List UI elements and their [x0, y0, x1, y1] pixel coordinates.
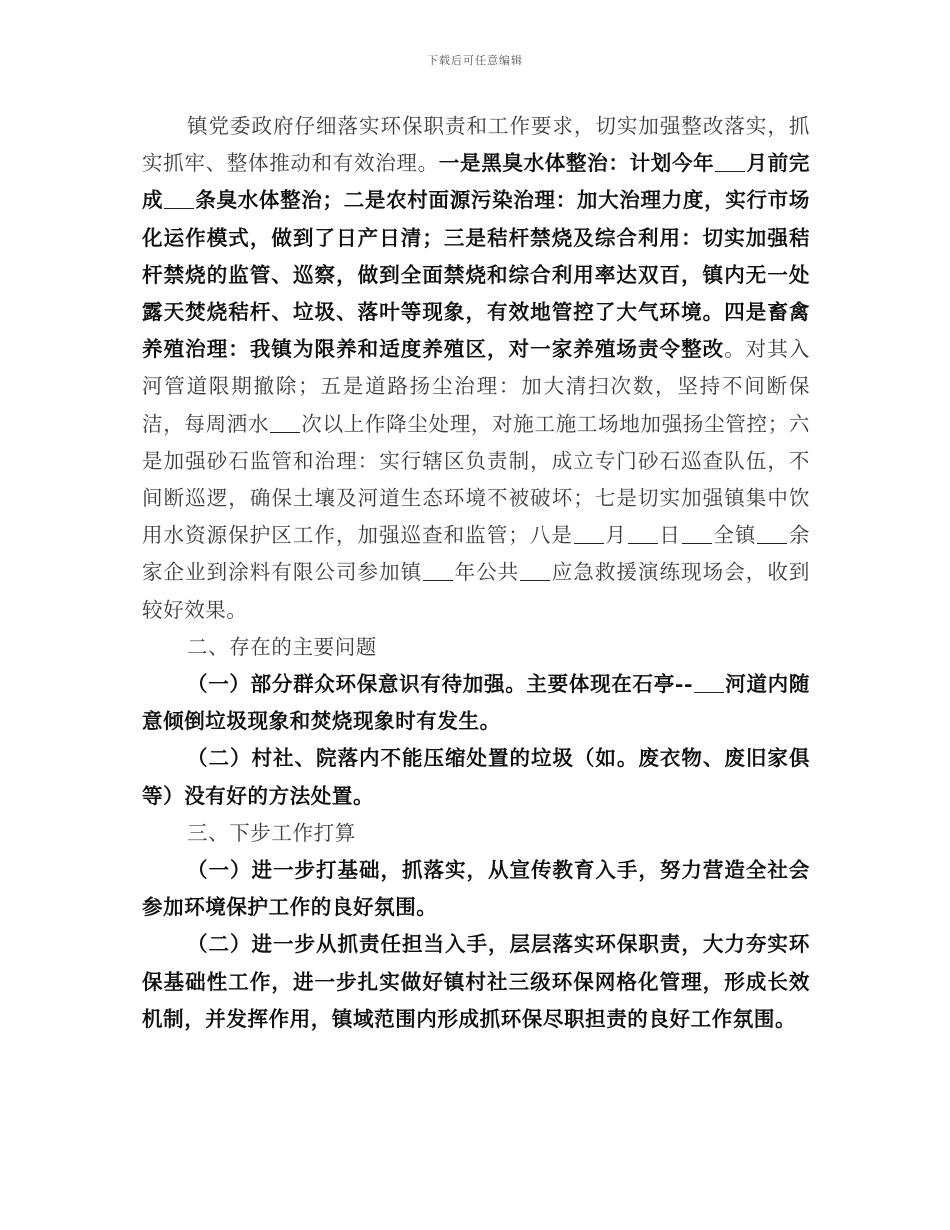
paragraph-plan-1: （一）进一步打基础，抓落实，从宣传教育入手，努力营造全社会参加环境保护工作的良好氛围。	[142, 858, 810, 920]
section-heading-problems: 二、存在的主要问题	[187, 634, 377, 659]
fill-blank	[574, 525, 604, 544]
paragraph-text-bold: 一是黑臭水体整治：计划今年	[438, 151, 715, 176]
paragraph-plan-2: （二）进一步从抓责任担当入手，层层落实环保职责，大力夯实环保基础性工作，进一步扎实做好镇村社三级环保网格化管理，形成长效机制，并发挥作用，镇域范围内形成抓环保尽职担责的良好工作氛围。	[142, 932, 810, 1031]
paragraph-text: 全镇	[712, 523, 757, 548]
paragraph-text: 年公共	[454, 560, 520, 585]
fill-blank	[757, 525, 787, 544]
paragraph-text-bold: 条臭水体整治；二是农村面源污染治理：加大治理力度，实行市场化运作模式，做到了日产日清；三是秸杆禁烧及综合利用：切实加强秸杆禁烧的监管、巡察，做到全面禁烧和综合利用率达双百，镇内无一处露天焚烧秸杆、垃圾、落叶等现象，有效地管控了大气环境。四是畜禽养殖治理：我镇为限养和适度养殖区，对一家养殖场责令整改	[142, 188, 810, 362]
fill-blank	[423, 562, 453, 581]
fill-blank	[520, 562, 550, 581]
fill-blank	[164, 190, 194, 209]
paragraph-problem-2: （二）村社、院落内不能压缩处置的垃圾（如。废衣物、废旧家俱等）没有好的方法处置。	[142, 746, 810, 808]
paragraph-text-bold: 月前完成	[142, 151, 810, 213]
paragraph-problem-1	[142, 666, 810, 740]
paragraph-text: 日	[658, 523, 681, 548]
paragraph-text: 次以上作降尘处理，对施工施工场地加强扬尘管控；六是加强砂石监管和治理：实行辖区负责制，成立专门砂石巡查队伍，不间断巡逻，确保土壤及河道生态环境不被破坏；七是切实加强镇集中饮用水资源保护区工作，加强巡查和监管；八是	[142, 411, 810, 548]
paragraph-text-bold: （一）部分群众环保意识有待加强。主要体现在石亭--	[187, 672, 694, 697]
paragraph-text: 镇党委政府仔细落实环保职责和工作要求，切实加强整改落实，抓实抓牢、整体推动和有效治理。	[142, 114, 810, 176]
paragraph-progress	[142, 108, 810, 629]
paragraph-text: 月	[604, 523, 627, 548]
fill-blank	[715, 153, 745, 172]
paragraph-text-bold: 河道内随意倾倒垃圾现象和焚烧现象时有发生。	[142, 672, 810, 734]
fill-blank	[628, 525, 658, 544]
page-header: 下载后可任意编辑	[427, 54, 523, 67]
fill-blank	[682, 525, 712, 544]
paragraph-text: 应急救援演练现场会，收到较好效果。	[142, 560, 810, 622]
fill-blank	[694, 674, 724, 693]
section-heading-plans: 三、下步工作打算	[187, 820, 356, 845]
paragraph-text: 。对其入河管道限期撤除；五是道路扬尘治理：加大清扫次数，坚持不间断保洁，每周洒水	[142, 337, 810, 436]
fill-blank	[270, 414, 300, 433]
document-body	[142, 108, 810, 1038]
paragraph-text: 余家企业到涂料有限公司参加镇	[142, 523, 810, 585]
